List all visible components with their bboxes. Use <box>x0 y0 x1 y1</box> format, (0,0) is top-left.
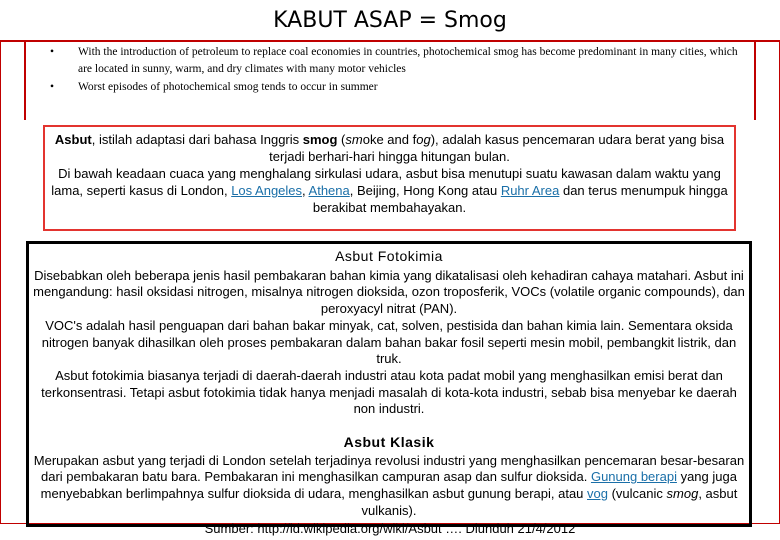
link-gunung-berapi[interactable]: Gunung berapi <box>590 469 677 485</box>
bullet-marker: • <box>50 81 55 93</box>
definition-box <box>43 125 736 231</box>
asbut-types-box <box>26 241 752 527</box>
klasik-paragraph: Merupakan asbut yang terjadi di London setelah terjadinya revolusi industri yang menghasilkan pencemaran besar-besaran dari pembakaran batu bara. Pembakaran ini menghasilkan campuran asap dan sulfur dioksida. Gunung berapi yang juga menyebabkan berlimpahnya sulfur dioksida di udara, menghasilkan asbut gunung berapi, atau vog (vulcanic smog, asbut vulkanis). <box>33 452 745 518</box>
fotokimia-paragraph-1: Disebabkan oleh beberapa jenis hasil pembakaran bahan kimia yang dikatalisasi oleh kehadiran cahaya matahari. Asbut ini mengandung: hasil oksidasi nitrogen, misalnya nitrogen dioksida, ozon troposferik, VOCs (volatile organic compounds), dan peroxyacyl nitrat (PAN). <box>33 267 745 317</box>
term-smog: smog <box>302 132 338 147</box>
right-border-line <box>754 40 756 120</box>
term-asbut: Asbut <box>54 132 92 147</box>
bullet-marker: • <box>50 46 55 58</box>
link-vog[interactable]: vog <box>587 486 608 502</box>
bullet-text: Worst episodes of photochemical smog tends to occur in summer <box>78 81 378 93</box>
definition-text-2: Di bawah keadaan cuaca yang menghalang sirkulasi udara, asbut bisa menutupi suatu kawasan dalam waktu yang lama, seperti kasus di London, Los Angeles, Athena, Beijing, Hong Kong atau Ruhr Area dan terus menumpuk hingga berakibat membahayakan. <box>51 166 728 215</box>
list-item <box>50 44 750 77</box>
source-citation: Sumber: http://id.wikipedia.org/wiki/Asbut …. Diunduh 21/4/2012 <box>204 521 576 536</box>
list-item <box>50 79 750 96</box>
bullet-text: With the introduction of petroleum to replace coal economies in countries, photochemical smog has become predominant in many cities, which are located in sunny, warm, and dry climates with many motor vehicles <box>78 46 738 75</box>
klasik-heading: Asbut Klasik <box>343 434 435 451</box>
fotokimia-paragraph-3: Asbut fotokimia biasanya terjadi di daerah-daerah industri atau kota padat mobil yang menghasilkan emisi berat dan terkonsentrasi. Tetapi asbut fotokimia tidak hanya menjadi masalah di kota-kota industri, sebab bisa menyebar ke daerah non industri. <box>41 367 737 417</box>
link-ruhr-area[interactable]: Ruhr Area <box>500 183 560 198</box>
english-bullet-list <box>50 44 750 98</box>
definition-text: Asbut, istilah adaptasi dari bahasa Inggris smog (smoke and fog), adalah kasus pencemaran udara berat yang bisa terjadi berhari-hari hingga hitungan bulan. <box>54 132 725 164</box>
title-divider <box>0 40 780 42</box>
link-los-angeles[interactable]: Los Angeles <box>231 183 303 198</box>
left-border-line <box>24 40 26 120</box>
fotokimia-heading: Asbut Fotokimia <box>335 248 443 264</box>
slide-title: KABUT ASAP = Smog <box>273 8 507 33</box>
link-athena[interactable]: Athena <box>308 183 350 198</box>
outer-left-line <box>0 40 1 524</box>
fotokimia-paragraph-2: VOC's adalah hasil penguapan dari bahan bakar minyak, cat, solven, pestisida dan bahan kimia lain. Sementara oksida nitrogen banyak dihasilkan oleh proses pembakaran dalam bahan bakar fosil seperti mesin mobil, pembangkit listrik, dan truk. <box>41 317 737 367</box>
